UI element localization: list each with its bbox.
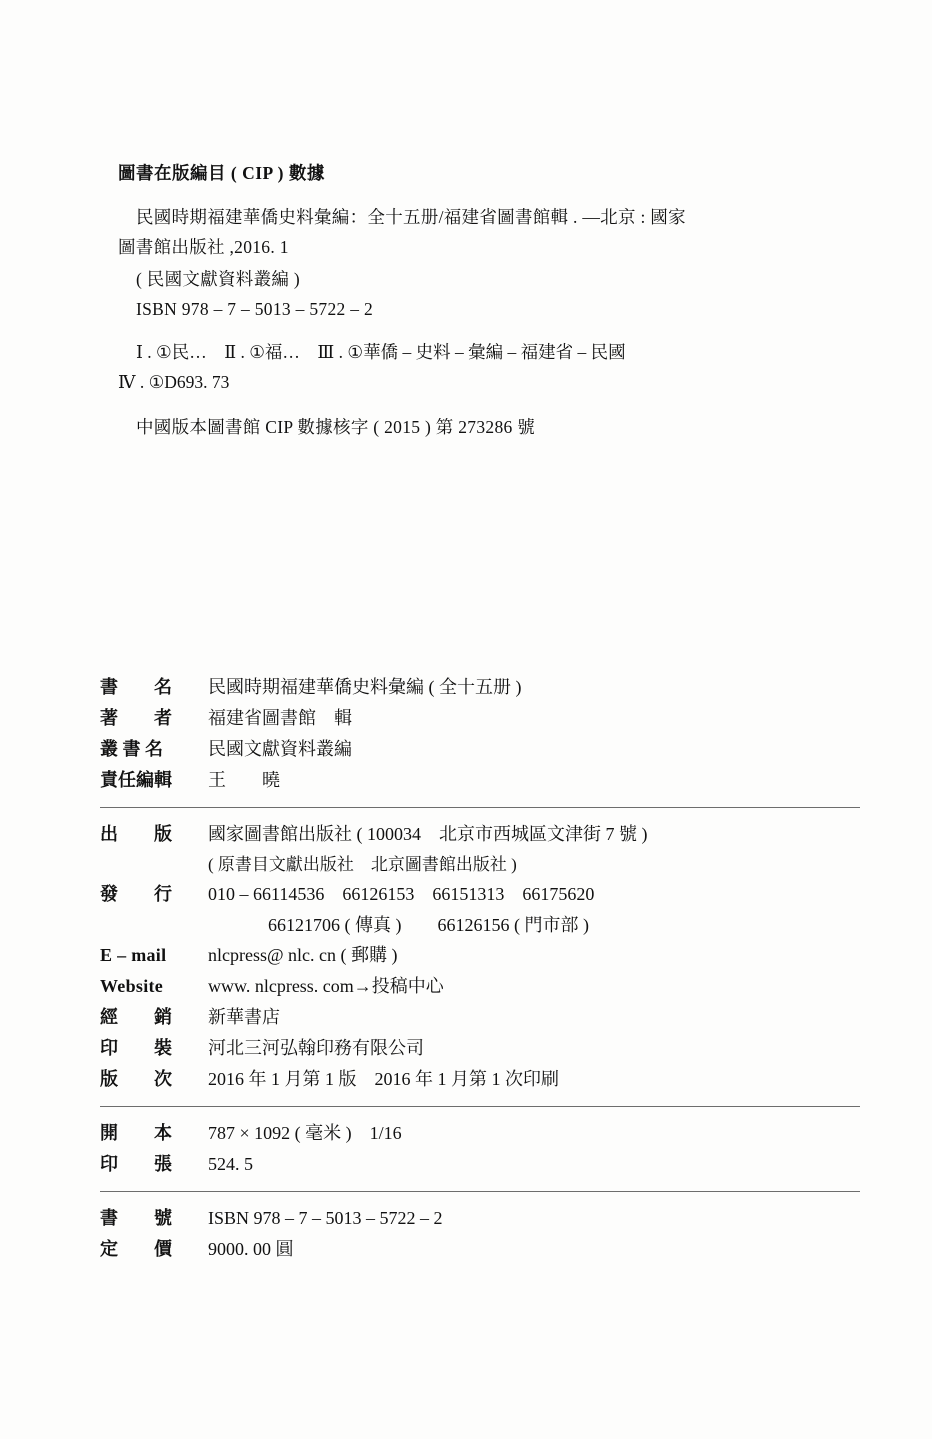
row-value: 福建省圖書館 輯 <box>208 708 352 728</box>
row-label: 責任編輯 <box>100 770 172 790</box>
divider-3 <box>100 1191 860 1192</box>
colophon-row <box>100 734 860 765</box>
phone-value-second-line: 66121706 ( 傳真 ) 66126156 ( 門市部 ) <box>268 915 589 935</box>
colophon-row <box>100 1033 860 1064</box>
colophon-row <box>100 1002 860 1033</box>
row-value: 河北三河弘翰印務有限公司 <box>208 1038 424 1058</box>
row-value: 新華書店 <box>208 1007 280 1027</box>
divider-2 <box>100 1106 860 1107</box>
cip-entry-line-2: 圖書館出版社 ,2016. 1 <box>118 237 289 257</box>
row-value: 2016 年 1 月第 1 版 2016 年 1 月第 1 次印刷 <box>208 1069 559 1089</box>
row-label: 發 行 <box>100 884 172 904</box>
row-value: 524. 5 <box>208 1154 253 1174</box>
row-label: 書 名 <box>100 677 172 697</box>
row-value: 民國時期福建華僑史料彙編 ( 全十五册 ) <box>208 677 522 697</box>
row-label: 書 號 <box>100 1208 172 1228</box>
row-label: 經 銷 <box>100 1007 172 1027</box>
colophon-row-phone <box>100 879 860 910</box>
row-value: ISBN 978 – 7 – 5013 – 5722 – 2 <box>208 1208 443 1228</box>
row-label: 叢 書 名 <box>100 739 163 759</box>
cip-entry-line-1: 民國時期福建華僑史料彙編：全十五册/福建省圖書館輯 . —北京 : 國家 <box>136 207 686 227</box>
colophon-row <box>100 703 860 734</box>
publisher-subnote: ( 原書目文獻出版社 北京圖書館出版社 ) <box>208 855 517 874</box>
cip-heading: 圖書在版編目 ( CIP ) 數據 <box>118 163 325 183</box>
row-label: 印 裝 <box>100 1038 172 1058</box>
colophon-row <box>100 1234 860 1265</box>
colophon-row-email <box>100 940 860 971</box>
cip-block <box>118 160 818 442</box>
row-value: 787 × 1092 ( 毫米 ) 1/16 <box>208 1123 402 1143</box>
row-label: 著 者 <box>100 708 172 728</box>
row-value[interactable]: www. nlcpress. com→投稿中心 <box>208 976 444 996</box>
colophon-row-publisher <box>100 819 860 850</box>
colophon-row <box>100 1149 860 1180</box>
row-label: Website <box>100 976 164 996</box>
cip-series-note: ( 民國文獻資料叢編 ) <box>136 269 301 289</box>
row-label: E – mail <box>100 945 167 965</box>
row-value: 010 – 66114536 66126153 66151313 66175620 <box>208 884 595 904</box>
colophon-row-website <box>100 971 860 1002</box>
colophon-row <box>100 672 860 703</box>
row-label: 版 次 <box>100 1069 172 1089</box>
colophon-group-publisher <box>100 819 860 1095</box>
row-value: 國家圖書館出版社 ( 100034 北京市西城區文津街 7 號 ) <box>208 824 648 844</box>
row-value: 民國文獻資料叢編 <box>208 739 352 759</box>
colophon-row <box>100 765 860 796</box>
colophon-row <box>100 1064 860 1095</box>
row-label: 定 價 <box>100 1239 172 1259</box>
row-label: 印 張 <box>100 1154 172 1174</box>
row-value: 9000. 00 圓 <box>208 1239 294 1259</box>
colophon-group-format <box>100 1118 860 1180</box>
cip-classification-line-1: Ⅰ . ①民… Ⅱ . ①福… Ⅲ . ①華僑 – 史料 – 彙編 – 福建省 – 民國 <box>136 342 626 362</box>
cip-number: 中國版本圖書館 CIP 數據核字 ( 2015 ) 第 273286 號 <box>136 417 536 437</box>
row-value: 王 曉 <box>208 770 280 790</box>
cip-isbn: ISBN 978 – 7 – 5013 – 5722 – 2 <box>136 299 373 319</box>
row-value: nlcpress@ nlc. cn ( 郵購 ) <box>208 945 398 965</box>
row-label: 開 本 <box>100 1123 172 1143</box>
colophon-block <box>100 672 860 1265</box>
row-label: 出 版 <box>100 824 172 844</box>
cip-classification <box>118 337 818 397</box>
colophon-row <box>100 1203 860 1234</box>
colophon-group-isbn-price <box>100 1203 860 1265</box>
divider-1 <box>100 807 860 808</box>
cip-classification-line-2: Ⅳ . ①D693. 73 <box>118 372 230 392</box>
cip-entry <box>118 202 818 262</box>
colophon-row <box>100 1118 860 1149</box>
colophon-group-title <box>100 672 860 796</box>
